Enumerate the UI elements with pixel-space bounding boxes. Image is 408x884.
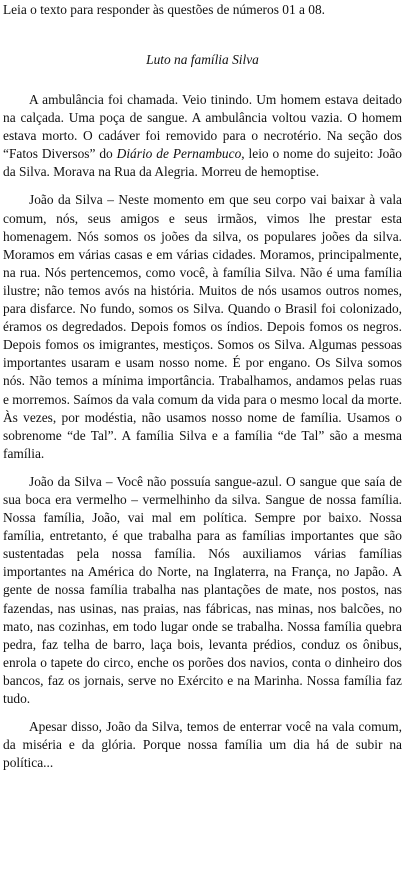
paragraph-3: João da Silva – Você não possuía sangue-azul. O sangue que saía de sua boca era vermelho – vermelhinho da silva. Sangue de nossa família. Nossa família, João, vai mal em política. Sempre por baixo. Nossa família, entretanto, é que trabalha para as famílias importantes que são sustentadas pela nossa família. Nós auxiliamos várias famílias importantes na América do Norte, na Inglaterra, na França, no Japão. A gente de nossa família trabalha nas plantações de mate, nos postos, nas fazendas, nas usinas, nas praias, nas fábricas, nas minas, nos balcões, no mato, nas cozinhas, em todo lugar onde se trabalha. Nossa família quebra pedra, faz telha de barro, laça bois, levanta prédios, conduz os ônibus, enrola o tapete do circo, enche os porões dos navios, conta o dinheiro dos bancos, faz os jornais, serve no Exército e na Marinha. Nossa família faz tudo. xyxy=(3,473,402,706)
text-body xyxy=(3,91,402,772)
paragraph-1 xyxy=(3,91,402,181)
paragraph-2: João da Silva – Neste momento em que seu corpo vai baixar à vala comum, nós, seus amigos e seus irmãos, vimos lhe prestar esta homenagem. Nós somos os joões da silva, os populares joões da silva. Moramos em várias casas e em várias cidades. Moramos, principalmente, na rua. Nós pertencemos, como você, à família Silva. Não é uma família ilustre; não temos avós na história. Muitos de nós usamos outros nomes, para disfarce. No fundo, somos os Silva. Quando o Brasil foi colonizado, éramos os degredados. Depois fomos os índios. Depois fomos os negros. Depois fomos os imigrantes, mestiços. Somos os Silva. Algumas pessoas importantes usaram e usam nosso nome. É por engano. Os Silva somos nós. Não temos a mínima importância. Trabalhamos, andamos pelas ruas e morremos. Saímos da vala comum da vida para o mesmo local da morte. Às vezes, por modéstia, não usamos nosso nome de família. Usamos o sobrenome “de Tal”. A família Silva e a família “de Tal” são a mesma família. xyxy=(3,192,402,461)
paragraph-4: Apesar disso, João da Silva, temos de enterrar você na vala comum, da miséria e da glória. Porque nossa família um dia há de subir na política... xyxy=(3,719,402,771)
newspaper-name: Diário de Pernambuco xyxy=(116,146,242,162)
text-title: Luto na família Silva xyxy=(146,52,259,67)
paragraph-1-part-2: , leio o nome do sujeito: João da Silva. Morava na Rua da Alegria. Morreu de hemoptise. xyxy=(3,146,402,180)
instruction-text: Leia o texto para responder às questões de números 01 a 08. xyxy=(3,2,326,17)
paragraph-1-part-1: A ambulância foi chamada. Veio tinindo. Um homem estava deitado na calçada. Uma poça de sangue. A ambulância voltou vazia. O homem estava morto. O cadáver foi removido para o necrotério. Na seção dos “Fatos Diversos” do xyxy=(3,92,402,162)
